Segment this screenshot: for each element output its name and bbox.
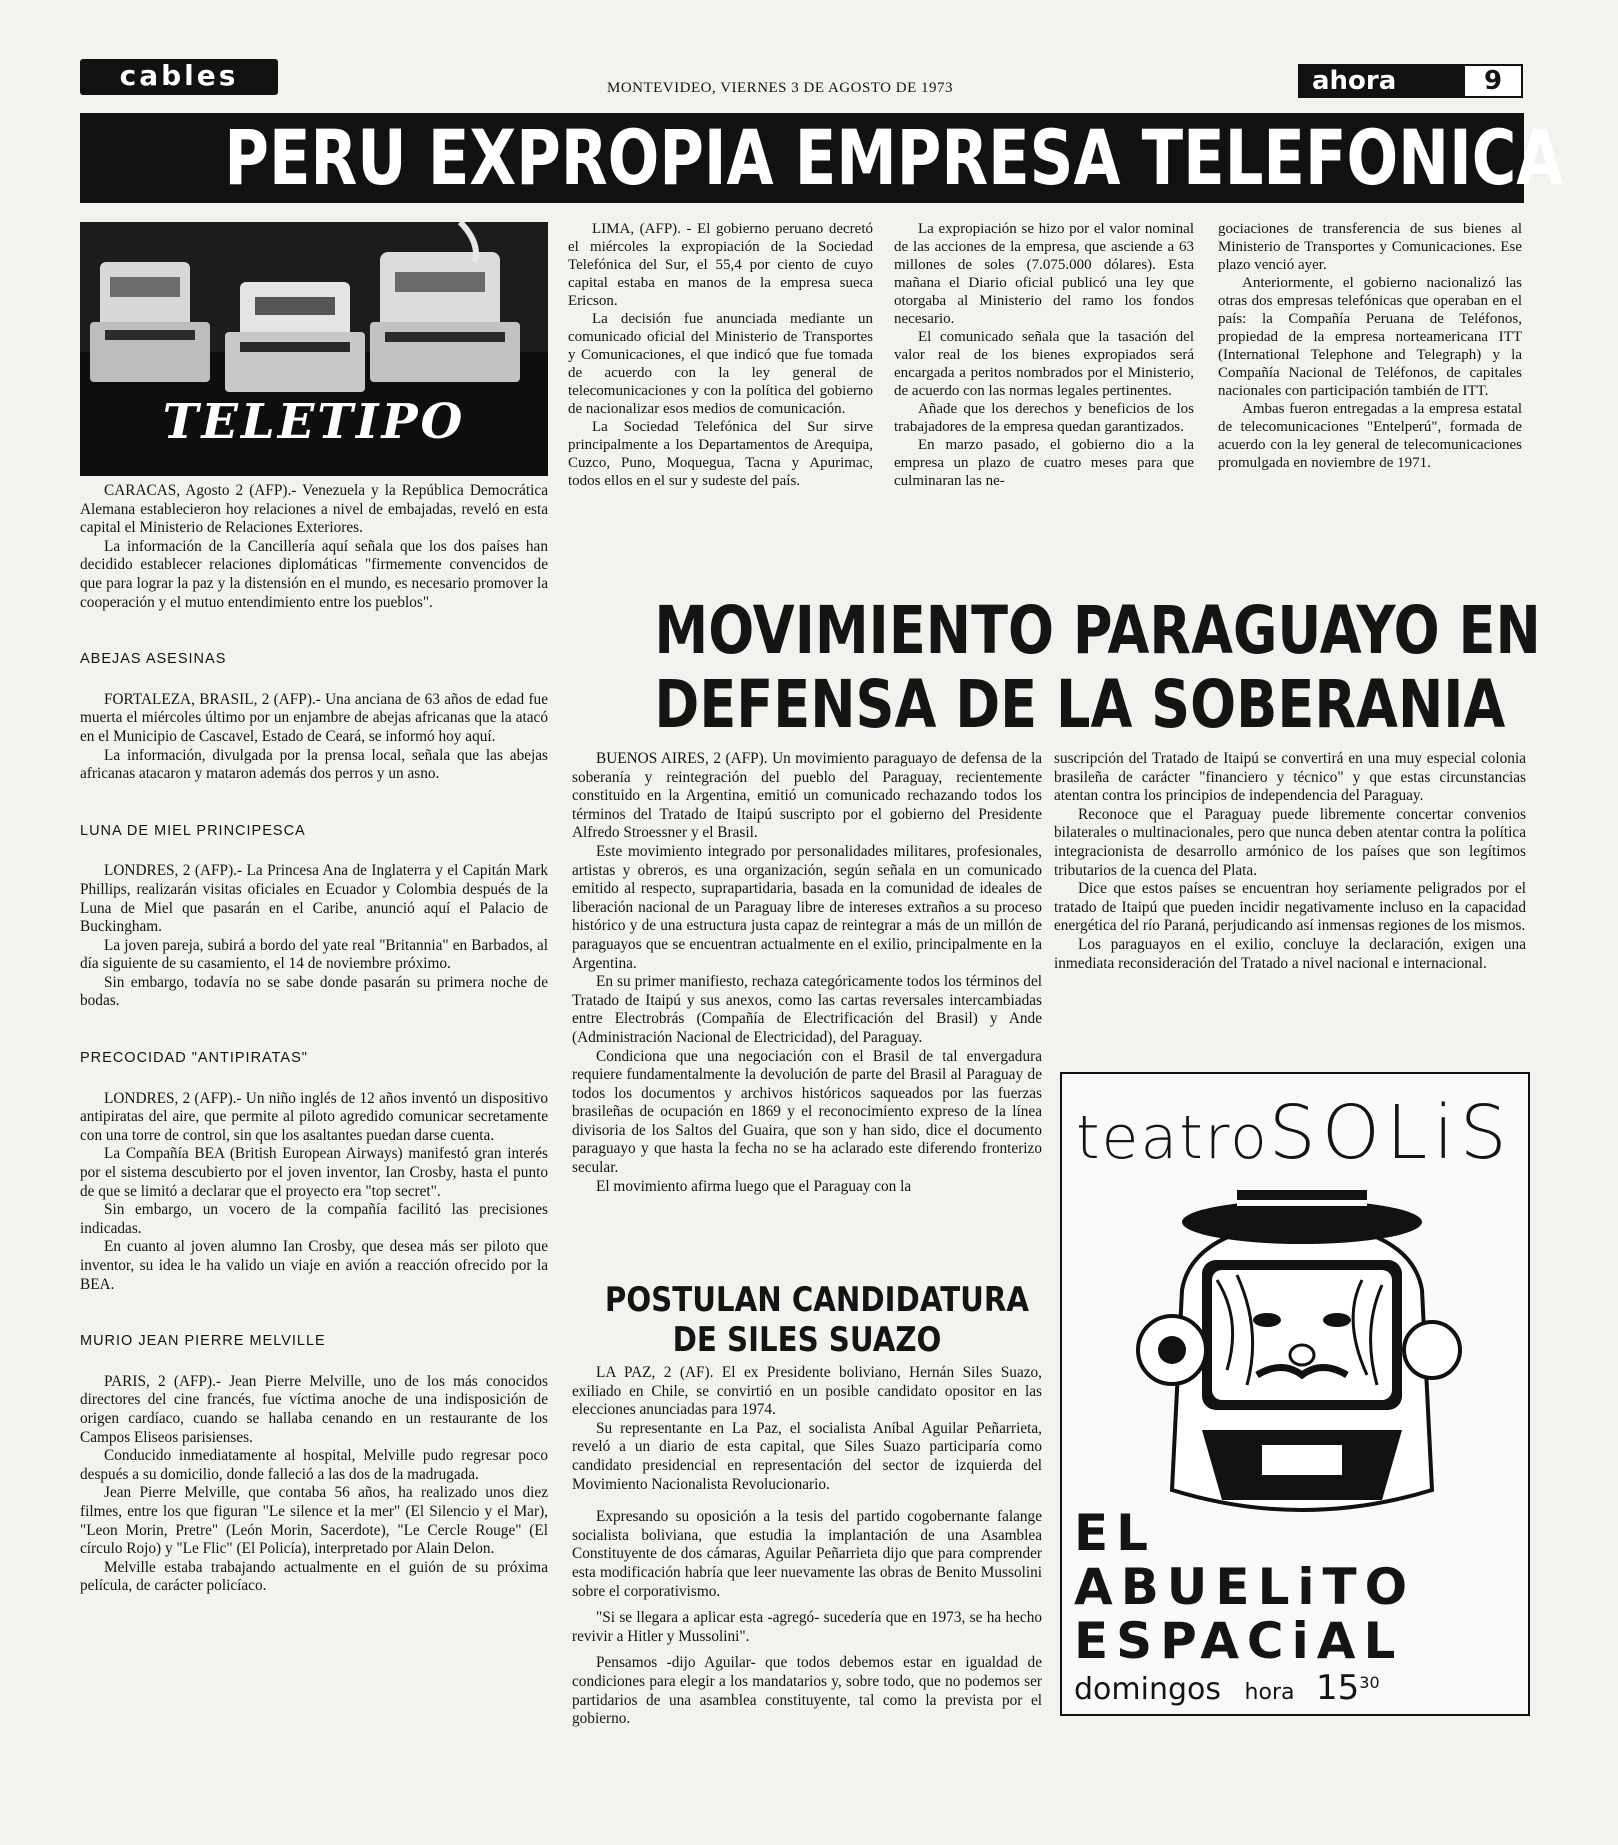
paragraph: La joven pareja, subirá a bordo del yate real "Britannia" en Barbados, al día siguiente de su casamiento, el 14 de noviembre próximo. [80, 936, 548, 973]
siles-headline [572, 1280, 1042, 1360]
teletype-photo [80, 222, 548, 476]
ad-title-line3: ESPACiAL [1074, 1612, 1404, 1670]
paragraph: La expropiación se hizo por el valor nominal de las acciones de la empresa, que asciende a 63 millones de soles (7.075.000 dólares). Esta mañana el Diario oficial publicó una ley que otorgaba al Ministerio del ramo los fondos necesario. [894, 221, 1194, 327]
ad-title-line1: EL [1074, 1504, 1157, 1562]
paragraph: Sin embargo, todavía no se sabe donde pasarán su primera noche de bodas. [80, 973, 548, 1010]
paraguay-headline-line1: MOVIMIENTO PARAGUAYO EN [654, 592, 1541, 669]
abejas-story [80, 691, 548, 784]
paragraph: La Compañía BEA (British European Airways) manifestó gran interés por el sistema descubierto por el joven inventor, Ian Crosby, hasta el punto de que se limitó a declarar que el proyecto era "top secret". [80, 1145, 548, 1200]
dateline: MONTEVIDEO, VIERNES 3 DE AGOSTO DE 1973 [606, 80, 954, 96]
paragraph: El comunicado señala que la tasación del valor real de los bienes expropiados será encargada a peritos nombrados por el Ministerio, de acuerdo con las normas legales pertinentes. [894, 329, 1194, 399]
paragraph: LA PAZ, 2 (AF). El ex Presidente boliviano, Hernán Siles Suazo, exiliado en Chile, se convirtió en un posible candidato opositor en las elecciones anunciadas para 1974. [572, 1364, 1042, 1419]
brand-name: ahora [1312, 66, 1397, 96]
paragraph: suscripción del Tratado de Itaipú se convertirá en una muy especial colonia brasileña de carácter "financiero y técnico" y que estas circunstancias atentan contra los principios de independencia del Paraguay. [1054, 750, 1526, 805]
abejas-title: ABEJAS ASESINAS [80, 651, 227, 668]
paragraph: En marzo pasado, el gobierno dio a la empresa un plazo de cuatro meses para que culminaran las ne- [894, 437, 1194, 489]
paragraph: Los paraguayos en el exilio, concluye la declaración, exigen una inmediata reconsideración del Tratado a nivel nacional e internacional. [1054, 935, 1526, 972]
paragraph: Expresando su oposición a la tesis del partido cogobernante falange socialista boliviana, que estudia la implantación de una Asamblea Constituyente de dos cámaras, Aguilar Peñarrieta dijo que para comprender esta modificación habría que leer nuevamente las obras de Benito Mussolini sobre el corporativismo. [572, 1508, 1042, 1600]
precocidad-story [80, 1090, 548, 1295]
left-briefs-column [80, 482, 548, 1596]
caracas-story [80, 482, 548, 612]
luna-title: LUNA DE MIEL PRINCIPESCA [80, 822, 306, 839]
siles-headline-line1: POSTULAN CANDIDATURA [604, 1280, 1030, 1320]
paragraph: Anteriormente, el gobierno nacionalizó las otras dos empresas telefónicas que operaban en el país: la Compañía Peruana de Teléfonos, propiedad de la empresa norteamericana ITT (International Telephone and Telegraph) y la Compañía Nacional de Teléfonos, de capitales nacionales con participación también de ITT. [1218, 275, 1522, 399]
paragraph: Reconoce que el Paraguay puede libremente concertar convenios bilaterales o multinacionales, pero que nunca deben atentar contra la política integracionista de desarrollo armónico de los países que son legítimos tributarios de la cuenca del Plata. [1054, 805, 1526, 879]
paragraph: El movimiento afirma luego que el Paraguay con la [596, 1177, 912, 1195]
paraguay-headline [568, 592, 1541, 743]
ad-schedule-days: domingos [1074, 1672, 1221, 1707]
paragraph: Pensamos -dijo Aguilar- que todos debemos estar en igualdad de condiciones para elegir a los mandatarios y, sobre todo, que no podemos ser partidarios de una asamblea constituyente, tal como la prevista por el gobierno. [572, 1654, 1042, 1728]
paragraph: LONDRES, 2 (AFP).- La Princesa Ana de Inglaterra y el Capitán Mark Phillips, realizarán visitas oficiales en Ecuador y Colombia después de la Luna de Miel que pasarán en el Caribe, anunció aquí el Palacio de Buckingham. [80, 862, 548, 936]
paragraph: Ambas fueron entregadas a la empresa estatal de telecomunicaciones "Entelperú", formada de acuerdo con la ley general de telecomunicaciones promulgada en noviembre de 1971. [1218, 401, 1522, 471]
paraguay-story-col2 [1054, 750, 1526, 973]
precocidad-title: PRECOCIDAD "ANTIPIRATAS" [80, 1050, 308, 1067]
section-label [80, 59, 278, 95]
paragraph: Dice que estos países se encuentran hoy seriamente peligrados por el tratado de Itaipú que pueden incidir negativamente incluso en la capacidad energética del río Paraná, perjudicando así inmensas regiones de los mismos. [1054, 880, 1526, 935]
paragraph: La decisión fue anunciada mediante un comunicado oficial del Ministerio de Transportes y Comunicaciones, el que indicó que fue tomada de acuerdo con la ley general de telecomunicaciones y con la política del gobierno de nacionalizar esos medios de comunicación. [568, 311, 873, 417]
main-headline-banner [80, 113, 1564, 203]
paragraph: La información, divulgada por la prensa local, señala que las abejas africanas atacaron y mataron además dos perros y un asno. [80, 746, 548, 783]
ad-schedule-time-minutes: 30 [1359, 1673, 1380, 1692]
ad-theatre-name: SOLiS [1268, 1090, 1513, 1176]
luna-story [80, 862, 548, 1011]
section-title: cables [119, 59, 239, 92]
paraguay-headline-line2: DEFENSA DE LA SOBERANIA [654, 666, 1506, 743]
paragraph: Su representante en La Paz, el socialista Aníbal Aguilar Peñarrieta, reveló a un diario de esta capital, que Siles Suazo participaría como candidato presidencial en representación del sector de izquierda del Movimiento Nacionalista Revolucionario. [572, 1419, 1042, 1493]
paragraph: La Sociedad Telefónica del Sur sirve principalmente a los Departamentos de Arequipa, Cuzco, Puno, Moquegua, Tacna y Apurimac, todos ellos en el sur y sudeste del país. [568, 419, 873, 489]
ad-schedule-time: 15 [1316, 1668, 1360, 1708]
paragraph: Sin embargo, un vocero de la compañía facilitó las precisiones indicadas. [80, 1201, 548, 1237]
paragraph: PARIS, 2 (AFP).- Jean Pierre Melville, uno de los más conocidos directores del cine francés, fue víctima anoche de una indisposición de origen cardíaco, cuando se hallaba cenando en un restaurante de los Campos Eliseos parisienses. [80, 1372, 548, 1446]
peru-story-col1 [568, 220, 873, 490]
paragraph: FORTALEZA, BRASIL, 2 (AFP).- Una anciana de 63 años de edad fue muerta el miércoles último por un enjambre de abejas africanas que la atacó en el Municipio de Cascavel, Estado de Ceará, se informó hoy aquí. [80, 690, 548, 745]
siles-story [572, 1364, 1042, 1729]
paragraph: BUENOS AIRES, 2 (AFP). Un movimiento paraguayo de defensa de la soberanía y reintegración del pueblo del Paraguay, recientemente constituido en la Argentina, emitió un comunicado rechazando todos los términos del Tratado de Itaipú suscripto por el gobierno del Presidente Alfredo Stroessner y el Brasil. [572, 750, 1042, 842]
paragraph: La información de la Cancillería aquí señala que los dos países han decidido establecer relaciones diplomáticas "firmemente convencidos de que para lograr la paz y la distensión en el mundo, es necesario promover la cooperación y el mutuo entendimiento entre los pueblos". [80, 537, 548, 611]
paragraph: Melville estaba trabajando actualmente en el guión de su próxima película, de carácter policíaco. [80, 1558, 548, 1595]
teatro-solis-ad [1060, 1072, 1530, 1716]
brand-label [1298, 64, 1463, 98]
paragraph: Jean Pierre Melville, que contaba 56 años, ha realizado unos diez filmes, entre los que figuran "Le silence et la mer" (El Silencio y el Mar), "Leon Morin, Pretre" (León Morin, Sacerdote), "Le Cercle Rouge" (El círculo Rojo) y "Le Flic" (El Policía), interpretado por Alain Delon. [80, 1484, 548, 1558]
peru-story-col2 [894, 220, 1194, 490]
siles-headline-line2: DE SILES SUAZO [672, 1320, 942, 1360]
ad-schedule [1074, 1668, 1380, 1708]
paraguay-story-col1 [572, 750, 1042, 1196]
melville-title: MURIO JEAN PIERRE MELVILLE [80, 1333, 326, 1350]
paragraph: LIMA, (AFP). - El gobierno peruano decretó el miércoles la expropiación de la Sociedad Telefónica del Sur, el 55,4 por ciento de cuyo capital estaba en manos de la empresa sueca Ericson. [568, 221, 873, 309]
paragraph: Este movimiento integrado por personalidades militares, profesionales, artistas y obreros, es una organización, según señala en un comunicado emitido al respecto, suprapartidaria, basada en la comunidad de ideales de liberación nacional de un Paraguay libre de intereses extraños a su proceso histórico y de una estructura justa capaz de reintegrar a más de un millón de paraguayos que se encuentran actualmente en el exilio, principalmente en la Argentina. [572, 842, 1042, 972]
paragraph: gociaciones de transferencia de sus bienes al Ministerio de Transportes y Comunicaciones. Ese plazo venció ayer. [1218, 221, 1522, 273]
paragraph: "Si se llegara a aplicar esta -agregó- sucedería que en 1973, se ha hecho revivir a Hitler y Mussolini". [572, 1609, 1042, 1645]
ad-schedule-hour-label: hora [1244, 1680, 1295, 1705]
paragraph: En cuanto al joven alumno Ian Crosby, que desea más ser piloto que inventor, su idea le ha valido un viaje en avión a reacción ofrecido por la BEA. [80, 1238, 548, 1293]
paragraph: LONDRES, 2 (AFP).- Un niño inglés de 12 años inventó un dispositivo antipiratas del aire, que permite al piloto agredido comunicar secretamente con una torre de control, sin que los asaltantes puedan darse cuenta. [80, 1089, 548, 1144]
paragraph: Añade que los derechos y beneficios de los trabajadores de la empresa quedan garantizados. [894, 401, 1194, 435]
page-number: 9 [1463, 64, 1523, 98]
ad-title-line2: ABUELiTO [1074, 1558, 1416, 1616]
paragraph: Conducido inmediatamente al hospital, Melville pudo regresar poco después a su domicilio, donde falleció a las dos de la madrugada. [80, 1447, 548, 1483]
photo-caption: TELETIPO [162, 394, 466, 450]
ad-theatre-prefix: teatro [1076, 1103, 1269, 1173]
peru-story-col3 [1218, 220, 1522, 472]
main-headline: PERU EXPROPIA EMPRESA TELEFONICA [224, 113, 1564, 202]
paragraph: CARACAS, Agosto 2 (AFP).- Venezuela y la República Democrática Alemana establecieron hoy relaciones a nivel de embajadas, reveló en esta capital el Ministerio de Relaciones Exteriores. [80, 482, 548, 537]
ad-theatre-title [1076, 1090, 1513, 1176]
paragraph: En su primer manifiesto, rechaza categóricamente todos los términos del Tratado de Itaipú y sus anexos, como las cartas reversales intercambiadas entre Electrobrás (Compañía de Electrificación del Brasil) y Ande (Administración Nacional de Electricidad), del Paraguay. [572, 973, 1042, 1046]
paragraph: Condiciona que una negociación con el Brasil de tal envergadura requiere fundamentalmente la devolución de parte del Brasil al Paraguay de todos los documentos y archivos históricos saqueados por las fuerzas brasileñas de ocupación en 1869 y el reconocimiento expreso de la línea divisoria de los Saltos del Guaira, que son y han sido, dice el documento paraguayo y que hasta la fecha no se ha aclarado este diferendo fronterizo secular. [572, 1047, 1042, 1177]
ad-show-title [1074, 1506, 1415, 1668]
melville-story [80, 1373, 548, 1596]
